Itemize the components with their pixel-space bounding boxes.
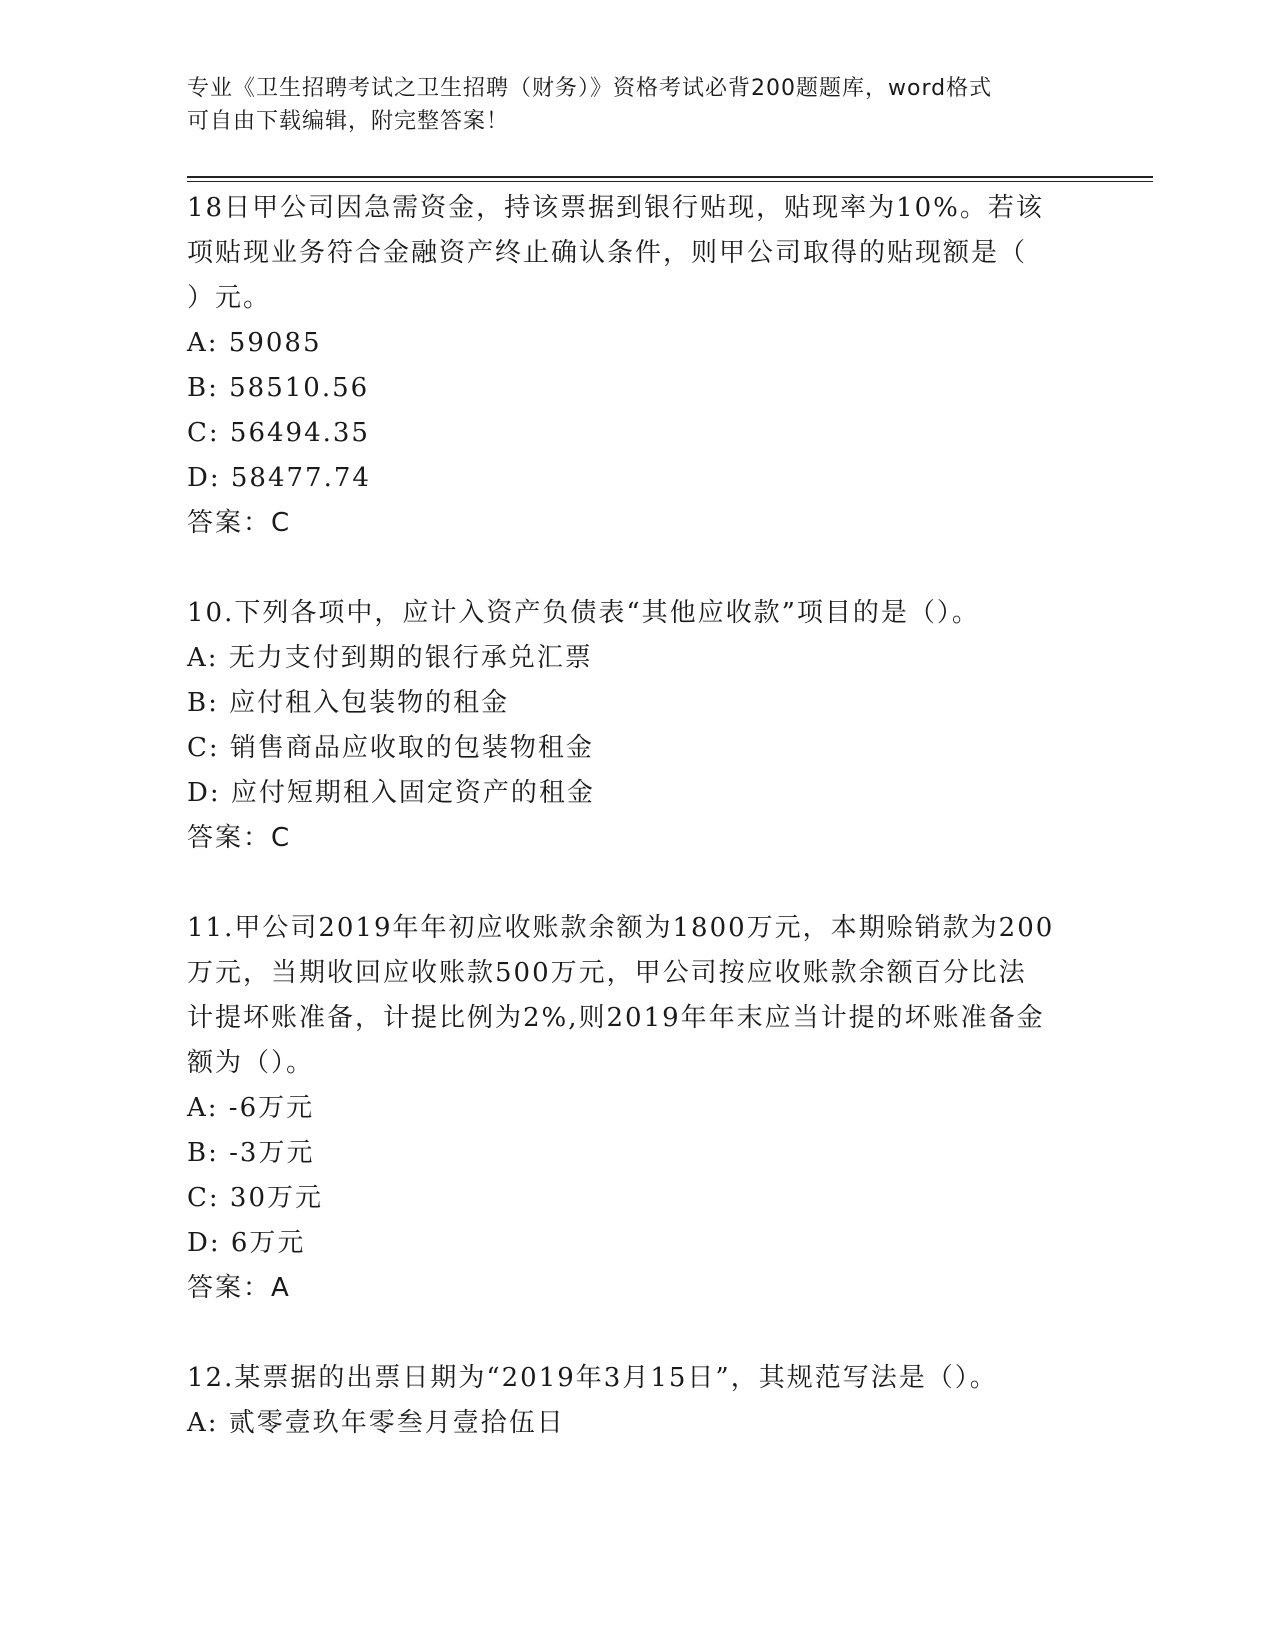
option-b: B: -3万元 — [187, 1138, 315, 1168]
option-b: B: 58510.56 — [187, 373, 370, 403]
option-a: A: 59085 — [187, 328, 322, 358]
question-stem-line: ）元。 — [187, 283, 272, 313]
question-block — [187, 186, 1087, 546]
option-a: A: 贰零壹玖年零叁月壹拾伍日 — [187, 1408, 565, 1438]
question-stem-line: 万元，当期收回应收账款500万元，甲公司按应收账款余额百分比法 — [187, 958, 1027, 988]
option-d: D: 应付短期租入固定资产的租金 — [187, 778, 595, 808]
question-stem-line: 项贴现业务符合金融资产终止确认条件，则甲公司取得的贴现额是（ — [187, 238, 1028, 268]
header-line-1: 专业《卫生招聘考试之卫生招聘（财务）》资格考试必背200题题库，word格式 — [187, 76, 993, 101]
option-a: A: -6万元 — [187, 1093, 315, 1123]
document-body — [187, 186, 1087, 1446]
question-block — [187, 906, 1087, 1311]
option-c: C: 56494.35 — [187, 418, 370, 448]
document-header — [187, 72, 1087, 138]
answer-line: 答案：C — [187, 823, 292, 853]
question-stem-line: 11.甲公司2019年年初应收账款余额为1800万元，本期赊销款为200 — [187, 913, 1055, 943]
answer-line: 答案：A — [187, 1273, 291, 1303]
block-spacer — [187, 861, 1087, 906]
block-spacer — [187, 1311, 1087, 1356]
header-rule-thick — [187, 176, 1153, 178]
option-d: D: 58477.74 — [187, 463, 371, 493]
question-stem-line: 18日甲公司因急需资金，持该票据到银行贴现，贴现率为10%。若该 — [187, 193, 1044, 223]
question-stem-line: 10.下列各项中，应计入资产负债表“其他应收款”项目的是（）。 — [187, 598, 980, 628]
question-block — [187, 1356, 1087, 1446]
question-block — [187, 591, 1087, 861]
block-spacer — [187, 546, 1087, 591]
header-line-2: 可自由下载编辑，附完整答案！ — [187, 109, 510, 134]
option-a: A: 无力支付到期的银行承兑汇票 — [187, 643, 593, 673]
question-stem-line: 额为（）。 — [187, 1048, 315, 1078]
question-stem-line: 计提坏账准备，计提比例为2%,则2019年年末应当计提的坏账准备金 — [187, 1003, 1045, 1033]
option-c: C: 销售商品应收取的包装物租金 — [187, 733, 594, 763]
header-rule-thin — [187, 181, 1153, 182]
option-d: D: 6万元 — [187, 1228, 306, 1258]
option-c: C: 30万元 — [187, 1183, 324, 1213]
question-stem-line: 12.某票据的出票日期为“2019年3月15日”，其规范写法是（）。 — [187, 1363, 998, 1393]
answer-line: 答案：C — [187, 508, 292, 538]
option-b: B: 应付租入包装物的租金 — [187, 688, 510, 718]
